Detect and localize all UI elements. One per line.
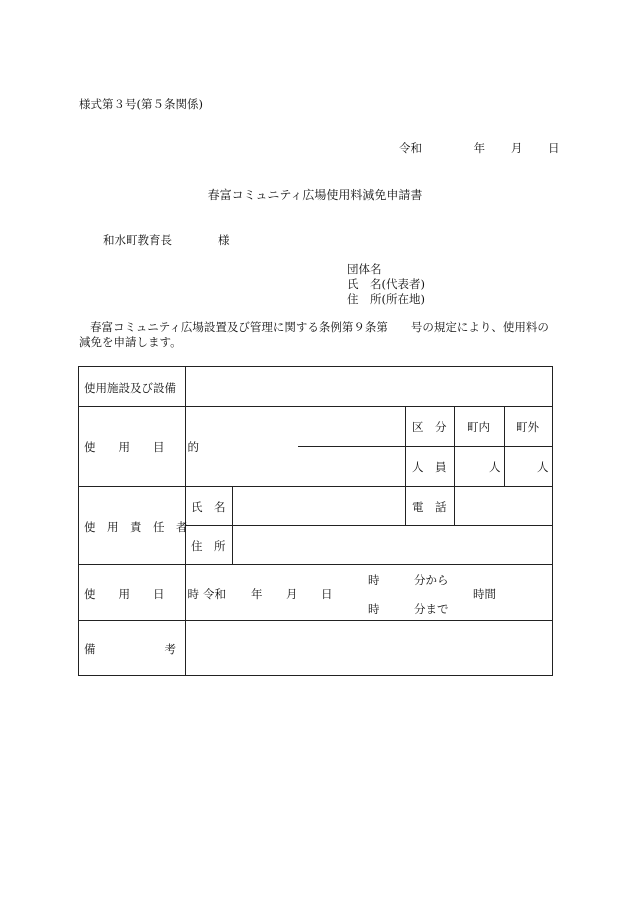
purpose-field[interactable] <box>186 407 404 485</box>
date-year: 年 <box>473 141 486 155</box>
date-line <box>399 140 559 156</box>
date-month: 月 <box>510 141 523 155</box>
body-text: 春富コミュニティ広場設置及び管理に関する条例第９条第 号の規定により、使用料の減免を申請します。 <box>79 320 549 349</box>
application-table <box>78 366 553 676</box>
members-label: 人 員 <box>412 460 447 474</box>
out-town-option[interactable]: 町外 <box>516 420 539 434</box>
date-day: 日 <box>547 141 560 155</box>
addressee-name: 和水町教育長 <box>103 233 172 247</box>
datetime-day: 日 <box>321 587 333 601</box>
in-town-option[interactable]: 町内 <box>467 420 490 434</box>
responsible-label: 使 用 責 任 者 <box>84 520 188 534</box>
purpose-label: 使 用 目 的 <box>84 440 199 454</box>
category-label: 区 分 <box>412 420 447 434</box>
responsible-name-label: 氏 名 <box>191 500 226 514</box>
applicant-name-label: 氏 名(代表者) <box>347 277 425 291</box>
responsible-address-label: 住 所 <box>191 539 226 553</box>
applicant-block <box>347 262 425 307</box>
datetime-month: 月 <box>286 587 298 601</box>
phone-label: 電 話 <box>412 500 447 514</box>
responsible-address-field[interactable] <box>233 526 551 563</box>
addressee <box>103 232 230 248</box>
hours-label: 時間 <box>473 587 496 601</box>
facility-field[interactable] <box>186 368 551 405</box>
date-era: 令和 <box>399 141 422 155</box>
document-title: 春富コミュニティ広場使用料減免申請書 <box>207 188 423 202</box>
applicant-group-label: 団体名 <box>347 262 382 276</box>
datetime-era: 令和 <box>203 587 226 601</box>
responsible-name-field[interactable] <box>233 487 404 524</box>
datetime-label: 使 用 日 時 <box>84 587 199 601</box>
remarks-label: 備 考 <box>84 642 176 656</box>
facility-label: 使用施設及び設備 <box>84 381 176 395</box>
phone-field[interactable] <box>455 487 551 524</box>
to-time: 時 分まで <box>368 602 449 616</box>
addressee-honorific: 様 <box>218 233 230 247</box>
form-number: 様式第３号(第５条関係) <box>79 97 203 111</box>
applicant-address-label: 住 所(所在地) <box>347 292 425 306</box>
datetime-year: 年 <box>251 587 263 601</box>
members-out-town-unit: 人 <box>537 460 549 474</box>
members-in-town-unit: 人 <box>489 460 501 474</box>
remarks-field[interactable] <box>186 621 551 674</box>
from-time: 時 分から <box>368 573 449 587</box>
